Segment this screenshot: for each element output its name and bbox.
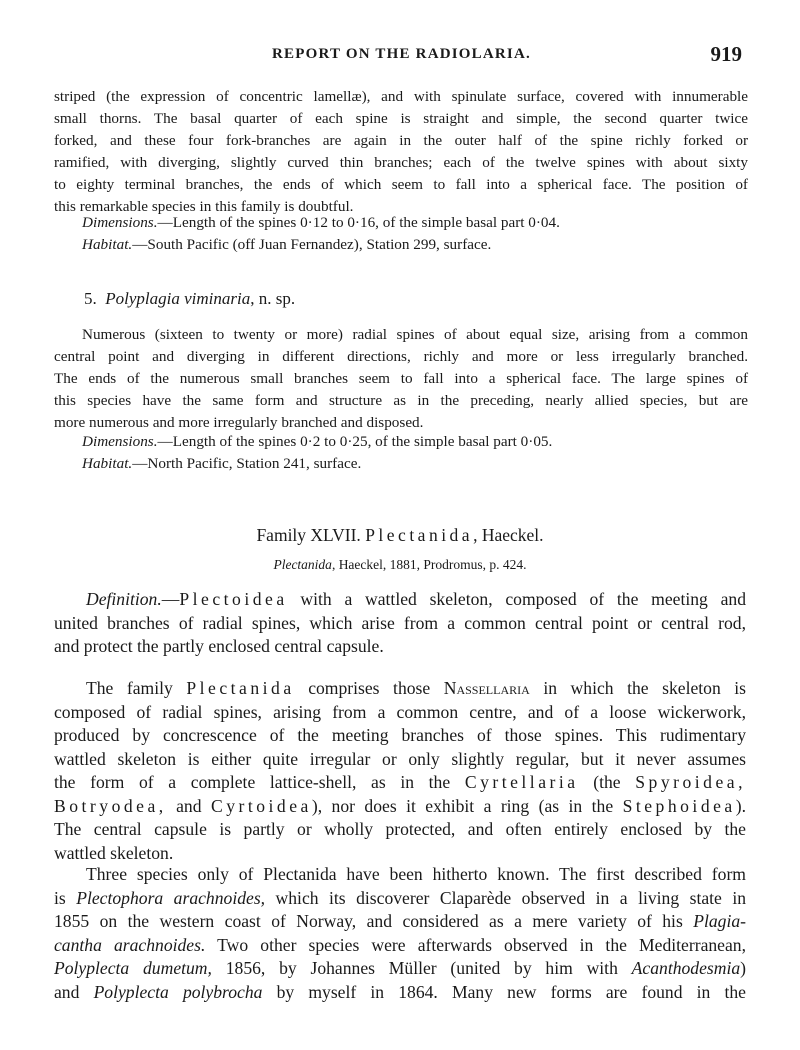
habitat-text: —South Pacific (off Juan Fernandez), Station 299, surface. [132,236,492,253]
prev-dimensions [54,212,748,234]
text-line: small thorns. The basal quarter of each spine is straight and simple, the second quarter twice [54,110,748,127]
text-line [54,771,746,795]
text-run: ) [740,958,747,978]
text-line: this remarkable species in this family is doubtful. [54,198,354,215]
species-name: Polyplagia viminaria [105,289,251,308]
definition-paragraph [54,588,746,659]
text-line: The central capsule is partly or wholly protected, and often entirely enclosed by the [54,819,746,839]
text-line: ramified, with diverging, slightly curved thin branches; each of the twelve spines with about sixty [54,154,748,171]
text-run: the form of a complete lattice-shell, as in the [54,772,451,792]
family-prefix: Family XLVII. [256,525,361,545]
spaced-term: Spyroidea, [635,772,746,792]
species-suffix: , n. sp. [250,289,296,308]
text-line: wattled skeleton is either quite irregular or only slightly regular, but it never assumes [54,748,746,769]
species-name: Plectophora arachnoides, [76,887,266,908]
text-run: by myself in 1864. Many new forms are found in the [276,981,746,1002]
text-line: wattled skeleton. [54,842,174,863]
family-author: , Haeckel. [473,525,544,545]
spaced-term: Plectanida [186,678,295,698]
text-run: and [176,795,202,816]
definition-text: with a wattled skeleton, composed of the meeting and [300,589,747,609]
spaced-term: Cyrtellaria [464,772,579,792]
text-line [54,910,746,934]
running-header [0,42,800,72]
text-run: 1856, by Johannes Müller (united by him with [225,958,618,978]
page-number: 919 [710,42,742,66]
habitat-label: Habitat. [82,455,133,472]
text-run: ), nor does it exhibit a ring (as in the [311,795,614,816]
spaced-term: Stephoidea [622,795,736,816]
species-name: Polyplecta dumetum, [54,958,212,978]
text-run: ). [735,795,747,816]
text-run: which its discoverer Claparède observed in a living state in [275,887,746,908]
text-line: united branches of radial spines, which arise from a common central point or central rod, [54,612,746,633]
history-paragraph [54,863,746,1004]
dimensions-label: Dimensions. [82,214,158,231]
text-line [54,981,746,1005]
definition-term: Plectoidea [179,589,288,609]
family-ref-name: Plectanida [273,557,332,572]
family-reference [0,557,800,573]
dimensions-text: —Length of the spines 0·2 to 0·25, of the simple basal part 0·05. [157,433,553,450]
species-name: Polyplecta polybrocha [93,981,263,1002]
habitat-label: Habitat. [82,236,133,253]
text-line: The ends of the numerous small branches seem to fall into a spherical face. The large spines of [54,370,748,387]
small-caps-term: Nassellaria [443,678,530,698]
genus-name: Acanthodesmia [631,958,741,978]
dimensions-label: Dimensions. [82,433,158,450]
species-description [54,324,748,434]
species-dimensions [54,431,748,453]
text-line: central point and diverging in different directions, richly and more or less irregularly branched. [54,348,748,365]
family-name: Plectanida [365,525,474,545]
text-line: striped (the expression of concentric lamellæ), and with spinulate surface, covered with innumerable [54,88,748,105]
family-heading [0,525,800,546]
prev-habitat [54,234,748,256]
text-line: this species have the same form and structure as in the preceding, nearly allied species, but are [54,392,748,409]
text-line: forked, and these four fork-branches are again in the outer half of the spine richly forked or [54,132,748,149]
text-line: produced by concrescence of the meeting branches of those spines. This rudimentary [54,725,746,745]
text-line [54,887,746,911]
text-run: The family [86,678,173,698]
species-name: cantha arachnoides. [54,934,206,955]
spaced-term: Cyrtoidea [210,795,312,816]
text-line: Three species only of Plectanida have been hitherto known. The first described form [86,864,746,884]
species-habitat [54,453,748,475]
text-line [54,934,746,958]
habitat-text: —North Pacific, Station 241, surface. [132,455,362,472]
prev-species-description [54,86,748,218]
text-run: is [54,887,66,908]
definition-label: Definition. [86,589,162,609]
species-number: 5. [84,289,97,308]
text-line [54,677,746,701]
text-line [54,795,746,819]
family-description-paragraph [54,677,746,865]
text-line [54,957,746,981]
text-run: and [54,981,80,1002]
text-line: and protect the partly enclosed central capsule. [54,636,384,656]
text-run: (the [593,772,621,792]
text-run: Two other species were afterwards observed in the Mediterranean, [217,934,746,955]
species-heading [84,289,295,309]
running-title: REPORT ON THE RADIOLARIA. [272,46,531,62]
text-line [54,588,746,612]
definition-dash: — [161,589,180,609]
text-run: 1855 on the western coast of Norway, and considered as a mere variety of his [54,911,683,931]
text-line: composed of radial spines, arising from a common centre, and of a loose wickerwork, [54,701,746,722]
dimensions-text: —Length of the spines 0·12 to 0·16, of the simple basal part 0·04. [157,214,560,231]
family-ref-text: , Haeckel, 1881, Prodromus, p. 424. [331,557,527,572]
text-line: to eighty terminal branches, the ends of which seem to fall into a spherical face. The position of [54,176,748,193]
species-name: Plagia- [693,911,746,931]
text-line: Numerous (sixteen to twenty or more) radial spines of about equal size, arising from a common [82,326,748,343]
text-line: more numerous and more irregularly branched and disposed. [54,414,424,431]
text-run: comprises those [308,678,431,698]
spaced-term: Botryodea, [54,795,167,816]
text-run: in which the skeleton is [543,678,747,698]
